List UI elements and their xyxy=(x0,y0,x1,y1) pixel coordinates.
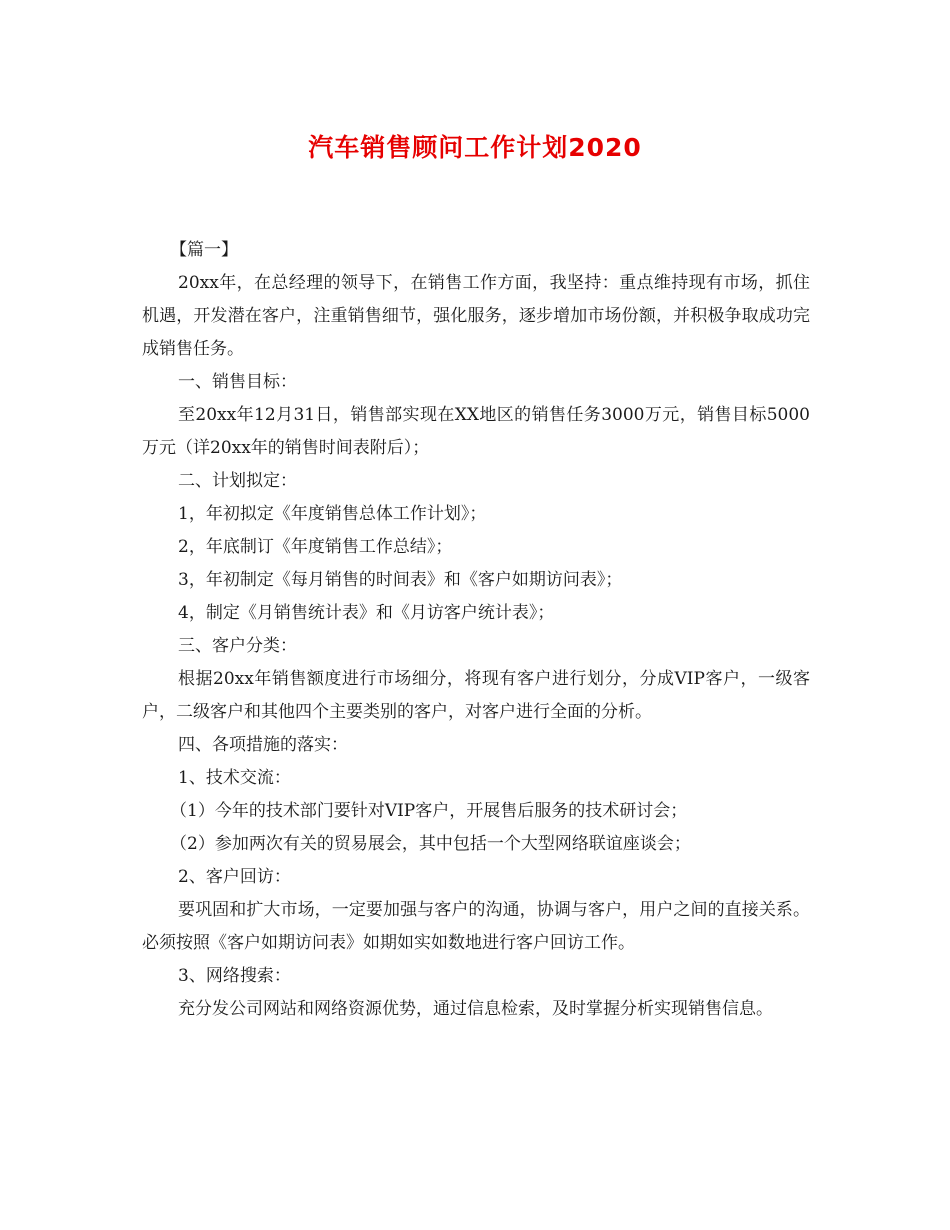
subsection-heading: 3、网络搜索： xyxy=(178,966,291,986)
list-item: （1）今年的技术部门要针对VIP客户，开展售后服务的技术研讨会； xyxy=(170,801,688,821)
paragraph: 充分发公司网站和网络资源优势，通过信息检索，及时掌握分析实现销售信息。 xyxy=(178,999,773,1019)
paragraph: 至20xx年12月31日，销售部实现在XX地区的销售任务3000万元，销售目标5000万元（详20xx年的销售时间表附后）； xyxy=(142,405,810,458)
paragraph: 20xx年，在总经理的领导下，在销售工作方面，我坚持：重点维持现有市场，抓住机遇，开发潜在客户，注重销售细节，强化服务，逐步增加市场份额，并积极争取成功完成销售任务。 xyxy=(142,273,810,359)
paragraph: 根据20xx年销售额度进行市场细分，将现有客户进行划分，分成VIP客户，一级客户，二级客户和其他四个主要类别的客户，对客户进行全面的分析。 xyxy=(142,669,810,722)
document-title: 汽车销售顾问工作计划2020 xyxy=(308,133,642,162)
list-item: 2，年底制订《年度销售工作总结》； xyxy=(178,537,453,557)
list-item: 1，年初拟定《年度销售总体工作计划》； xyxy=(178,504,487,524)
subsection-heading: 2、客户回访： xyxy=(178,867,291,887)
document-body xyxy=(142,234,810,1026)
section-heading: 一、销售目标： xyxy=(178,372,297,392)
section-heading: 【篇一】 xyxy=(170,240,238,260)
subsection-heading: 1、技术交流： xyxy=(178,768,291,788)
section-heading: 四、各项措施的落实： xyxy=(178,735,348,755)
list-item: 3，年初制定《每月销售的时间表》和《客户如期访问表》； xyxy=(178,570,623,590)
paragraph: 要巩固和扩大市场，一定要加强与客户的沟通，协调与客户，用户之间的直接关系。必须按照《客户如期访问表》如期如实如数地进行客户回访工作。 xyxy=(142,900,810,953)
list-item: （2）参加两次有关的贸易展会，其中包括一个大型网络联谊座谈会； xyxy=(170,834,691,854)
section-heading: 三、客户分类： xyxy=(178,636,297,656)
list-item: 4，制定《月销售统计表》和《月访客户统计表》； xyxy=(178,603,555,623)
section-heading: 二、计划拟定： xyxy=(178,471,297,491)
